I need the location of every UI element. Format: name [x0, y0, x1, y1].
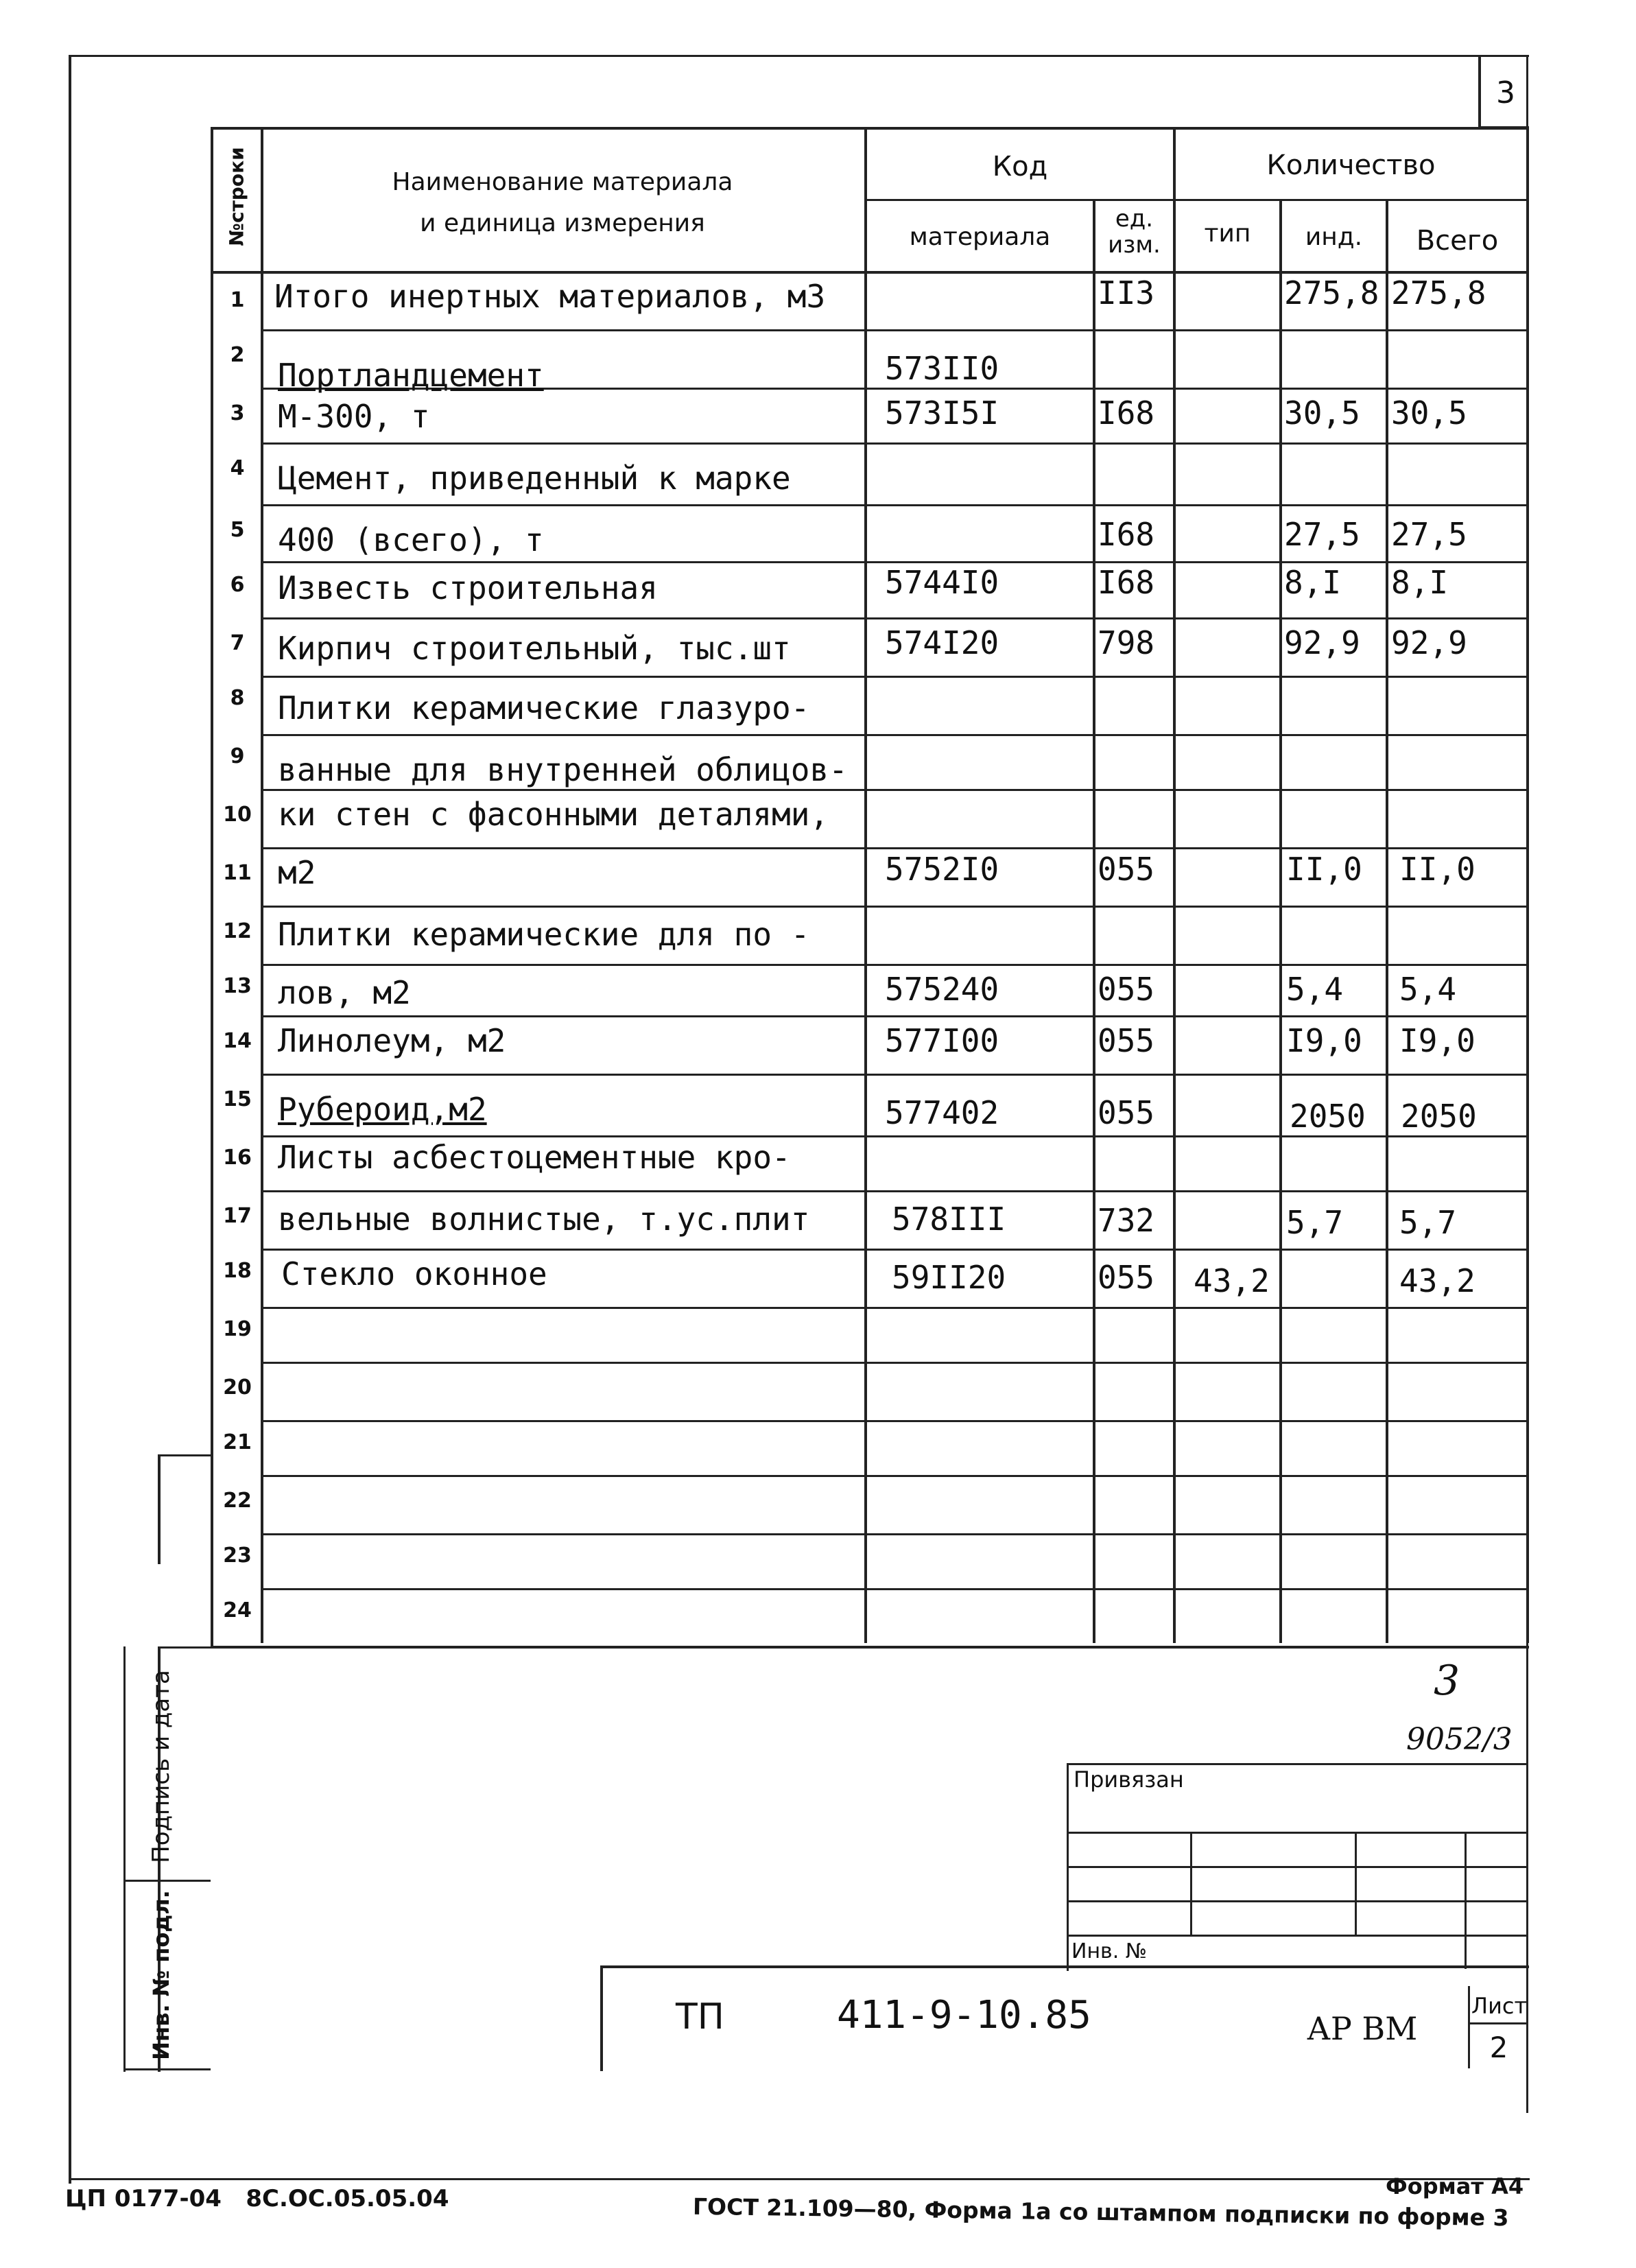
sheet-label: Лист: [1471, 1993, 1528, 2019]
col-line-code: [1093, 199, 1095, 1643]
row-number: 23: [223, 1544, 252, 1568]
unit-code: 055: [1098, 851, 1155, 888]
material-name: Известь строительная: [278, 569, 658, 606]
material-code: 578III: [892, 1201, 1006, 1238]
row-line: [261, 504, 1526, 506]
material-name: Плитки керамические глазуро-: [278, 689, 810, 727]
col-line-ind: [1386, 199, 1388, 1643]
binding-strip-outer: [123, 1646, 126, 2072]
qty-ind: II,0: [1286, 851, 1362, 888]
binding-col: [1355, 1832, 1357, 1935]
qty-ind: 5,4: [1286, 971, 1344, 1008]
row-number: 13: [223, 974, 252, 998]
qty-total: 275,8: [1391, 274, 1486, 311]
material-name: Стекло оконное: [281, 1255, 547, 1292]
material-code: 577402: [885, 1094, 999, 1131]
material-code: 575240: [885, 971, 999, 1008]
header-quantity: Количество: [1266, 150, 1436, 181]
header-unit: ед. изм.: [1108, 205, 1161, 259]
row-number: 4: [230, 456, 245, 480]
qty-total: 27,5: [1391, 516, 1467, 553]
row-number: 19: [223, 1317, 252, 1341]
material-name: вельные волнистые, т.ус.плит: [278, 1201, 810, 1238]
material-name: Кирпич строительный, тыс.шт: [278, 630, 791, 667]
row-line: [261, 1362, 1526, 1364]
unit-code: I68: [1098, 564, 1155, 601]
qty-total: I9,0: [1399, 1022, 1475, 1059]
row-number: 6: [230, 573, 245, 597]
row-number: 15: [223, 1087, 252, 1111]
inv-no-label: Инв. №: [1071, 1939, 1148, 1963]
material-name: Плитки керамические для по -: [278, 916, 810, 953]
header-name-line2: и единица измерения: [420, 209, 705, 237]
inv-no-original-label: Инв. № подл.: [148, 1890, 174, 2060]
unit-code: 055: [1098, 1094, 1155, 1131]
binding-strip-tick: [158, 1646, 211, 1649]
unit-code: I68: [1098, 394, 1155, 432]
material-name: Цемент, приведенный к марке: [278, 460, 791, 497]
row-line: [261, 847, 1526, 849]
qty-total: 2050: [1401, 1098, 1477, 1135]
header-type: тип: [1204, 220, 1251, 248]
header-code: Код: [992, 151, 1048, 182]
section-code: АР ВМ: [1307, 2010, 1418, 2047]
row-line: [261, 1307, 1526, 1309]
material-name: Итого инертных материалов, м3: [274, 278, 826, 315]
row-line: [261, 1015, 1526, 1017]
project-code: 411-9-10.85: [837, 1993, 1091, 2037]
footer-format: Формат А4: [1386, 2173, 1524, 2199]
material-code: 577I00: [885, 1022, 999, 1059]
row-line: [261, 1588, 1526, 1590]
material-name: Портландцемент: [278, 357, 544, 394]
row-line: [261, 1190, 1526, 1192]
row-line: [261, 1135, 1526, 1137]
header-row-no: №строки: [225, 147, 248, 246]
row-number: 1: [230, 288, 245, 312]
qty-total: 43,2: [1399, 1262, 1475, 1299]
row-line: [261, 906, 1526, 908]
binding-line: [1067, 1866, 1526, 1868]
row-number: 11: [223, 861, 252, 885]
row-line: [261, 964, 1526, 966]
unit-code: 055: [1098, 1259, 1155, 1296]
material-name: Линолеум, м2: [278, 1022, 506, 1059]
material-name: м2: [278, 854, 316, 891]
material-code: 5744I0: [885, 564, 999, 601]
row-line: [261, 1249, 1526, 1251]
qty-type: 43,2: [1194, 1262, 1270, 1299]
signature-date-label: Подпись и дата: [147, 1670, 175, 1863]
footer-gost: ГОСТ 21.109—80, Форма 1а со штампом подписки по форме 3: [692, 2193, 1509, 2232]
col-line-name: [864, 127, 867, 1643]
header-bottom-line: [211, 271, 1526, 274]
row-number: 22: [223, 1489, 252, 1513]
unit-code: 798: [1098, 624, 1155, 661]
row-line: [261, 1074, 1526, 1076]
unit-code: 055: [1098, 971, 1155, 1008]
qty-total: 8,I: [1391, 564, 1449, 601]
row-number: 16: [223, 1146, 252, 1170]
binding-line: [1067, 1832, 1526, 1834]
col-line-rownum: [261, 127, 263, 1643]
qty-ind: 92,9: [1284, 624, 1360, 661]
material-code: 59II20: [892, 1259, 1006, 1296]
sheet-divider-h: [1468, 2022, 1526, 2024]
row-line: [261, 329, 1526, 331]
tp-label: ТП: [676, 1996, 724, 2037]
row-number: 20: [223, 1375, 252, 1399]
frame-bottom-line: [69, 2178, 1530, 2180]
row-number: 3: [230, 401, 245, 425]
row-number: 2: [230, 343, 245, 367]
row-line: [261, 676, 1526, 678]
unit-code: 055: [1098, 1022, 1155, 1059]
handwritten-page-number: 3: [1434, 1657, 1460, 1705]
row-number: 8: [230, 686, 245, 710]
sheet-divider: [1468, 1986, 1470, 2068]
material-name: М-300, т: [278, 398, 430, 435]
row-number: 10: [223, 803, 252, 827]
material-code: 573II0: [885, 350, 999, 387]
qty-ind: 5,7: [1286, 1204, 1344, 1241]
binding-col: [1465, 1832, 1467, 1969]
qty-total: 5,7: [1399, 1204, 1457, 1241]
qty-ind: 30,5: [1284, 394, 1360, 432]
material-name: лов, м2: [278, 974, 411, 1011]
row-line: [261, 1475, 1526, 1477]
binding-strip-line-upper: [158, 1454, 161, 1564]
page-number: 3: [1496, 75, 1515, 110]
sheet-number: 2: [1489, 2031, 1508, 2064]
material-name: 400 (всего), т: [278, 521, 544, 558]
qty-total: 30,5: [1391, 394, 1467, 432]
qty-total: 92,9: [1391, 624, 1467, 661]
qty-total: 5,4: [1399, 971, 1457, 1008]
row-number: 14: [223, 1029, 252, 1053]
binding-line: [1067, 1900, 1526, 1902]
row-line: [261, 617, 1526, 619]
header-ind: инд.: [1305, 223, 1363, 251]
row-line: [261, 442, 1526, 445]
bound-label: Привязан: [1074, 1767, 1184, 1793]
col-line-total: [1526, 127, 1529, 1643]
footer-left-code: ЦП 0177-04 8С.ОС.05.05.04: [65, 2185, 449, 2212]
qty-total: II,0: [1399, 851, 1475, 888]
project-number: 9052/3: [1406, 1722, 1513, 1757]
material-name: Листы асбестоцементные кро-: [278, 1139, 791, 1176]
binding-line: [1067, 1935, 1526, 1937]
qty-ind: 275,8: [1284, 274, 1379, 311]
row-number: 5: [230, 518, 245, 542]
binding-col: [1190, 1832, 1192, 1935]
header-total: Всего: [1416, 225, 1499, 257]
unit-code: II3: [1098, 274, 1155, 311]
material-code: 574I20: [885, 624, 999, 661]
row-number: 18: [223, 1259, 252, 1283]
qty-ind: I9,0: [1286, 1022, 1362, 1059]
material-name: ванные для внутренней облицов-: [278, 751, 848, 788]
row-line: [261, 1533, 1526, 1535]
unit-code: 732: [1098, 1202, 1155, 1239]
row-line: [261, 561, 1526, 563]
header-mid-line: [864, 199, 1526, 201]
col-line-unit: [1173, 127, 1176, 1643]
col-line-type: [1279, 199, 1282, 1643]
row-line: [261, 789, 1526, 791]
unit-code: I68: [1098, 516, 1155, 553]
row-line: [261, 734, 1526, 736]
row-number: 7: [230, 631, 245, 655]
qty-ind: 8,I: [1284, 564, 1342, 601]
row-number: 9: [230, 744, 245, 768]
qty-ind: 2050: [1290, 1098, 1366, 1135]
material-code: 573I5I: [885, 394, 999, 432]
row-number: 12: [223, 919, 252, 943]
row-number: 21: [223, 1430, 252, 1454]
material-code: 5752I0: [885, 851, 999, 888]
header-material: материала: [909, 223, 1051, 251]
row-number: 17: [223, 1204, 252, 1228]
binding-strip-tick: [158, 1454, 211, 1456]
qty-ind: 27,5: [1284, 516, 1360, 553]
header-name-line1: Наименование материала: [392, 168, 733, 196]
material-name: Рубероид,м2: [278, 1091, 487, 1128]
material-name: ки стен с фасонными деталями,: [278, 796, 829, 833]
row-number: 24: [223, 1598, 252, 1622]
row-line: [261, 1420, 1526, 1422]
